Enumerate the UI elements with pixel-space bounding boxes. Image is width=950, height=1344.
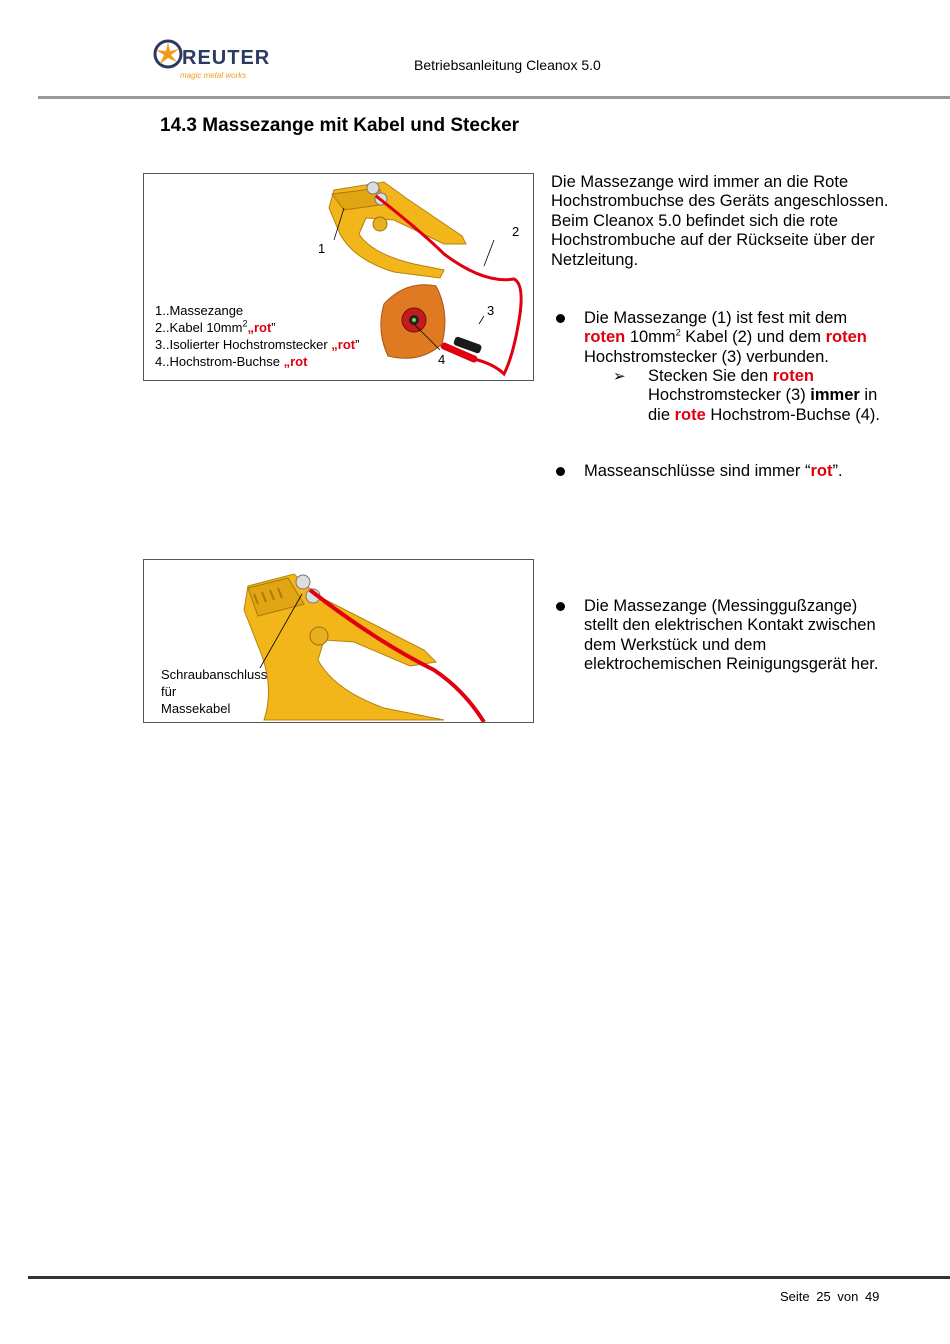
callout-2: 2 xyxy=(512,224,520,239)
svg-text:REUTER: REUTER xyxy=(182,47,271,69)
bullet-dot xyxy=(556,602,565,611)
legend-item: 4..Hochstrom-Buchse „rot xyxy=(155,354,308,369)
bullet-ground-color: Masseanschlüsse sind immer “rot”. xyxy=(584,462,843,480)
legend-item: 1..Massezange xyxy=(155,303,244,318)
figure-legend xyxy=(155,302,359,370)
bullet-dot xyxy=(556,314,565,323)
callout-1: 1 xyxy=(318,241,326,256)
reuter-logo xyxy=(150,34,290,84)
callout-3: 3 xyxy=(487,303,495,318)
bullet-clamp-description: Die Massezange (Messinggußzange) stellt den elektrischen Kontakt zwischen dem Werkstück und dem elektrochemischen Reinigungsgerät her. xyxy=(584,597,879,674)
legend-item: 2..Kabel $10mm^2„rot$” xyxy=(155,318,276,335)
intro-paragraph: Die Massezange wird immer an die Rote Hochstrombuchse des Geräts angeschlossen. Beim Cleanox 5.0 befindet sich die rote Hochstrombuche auf der Rückseite über der Netzleitung. xyxy=(551,173,889,269)
bullet-dot xyxy=(556,467,565,476)
figure-clamp-cable-plug xyxy=(143,173,534,381)
bullet-clamp-connection: Die Massezange (1) ist fest mit dem roten $10mm^2$ Kabel (2) und dem roten Hochstromstecker (3) verbunden. xyxy=(584,309,867,366)
section-heading: 14.3 Massezange mit Kabel und Stecker xyxy=(160,115,520,136)
sub-bullet-plug-instruction: Stecken Sie den roten Hochstromstecker (3) immer in die rote Hochstrom-Buchse (4). xyxy=(648,367,880,424)
figure-clamp-screw-terminal xyxy=(143,559,534,723)
legend-item: 3..Isolierter Hochstromstecker „rot” xyxy=(155,337,360,352)
svg-text:magic metal works: magic metal works xyxy=(180,71,247,80)
figure2-caption: Schraubanschluss für Massekabel xyxy=(161,667,268,716)
callout-4: 4 xyxy=(438,352,446,367)
page-number: Seite 25 von 49 xyxy=(780,1289,880,1304)
header-divider xyxy=(38,96,950,99)
footer-divider xyxy=(28,1276,950,1279)
document-title: Betriebsanleitung Cleanox 5.0 xyxy=(414,57,601,73)
arrow-bullet-icon: ➢ xyxy=(613,368,626,385)
